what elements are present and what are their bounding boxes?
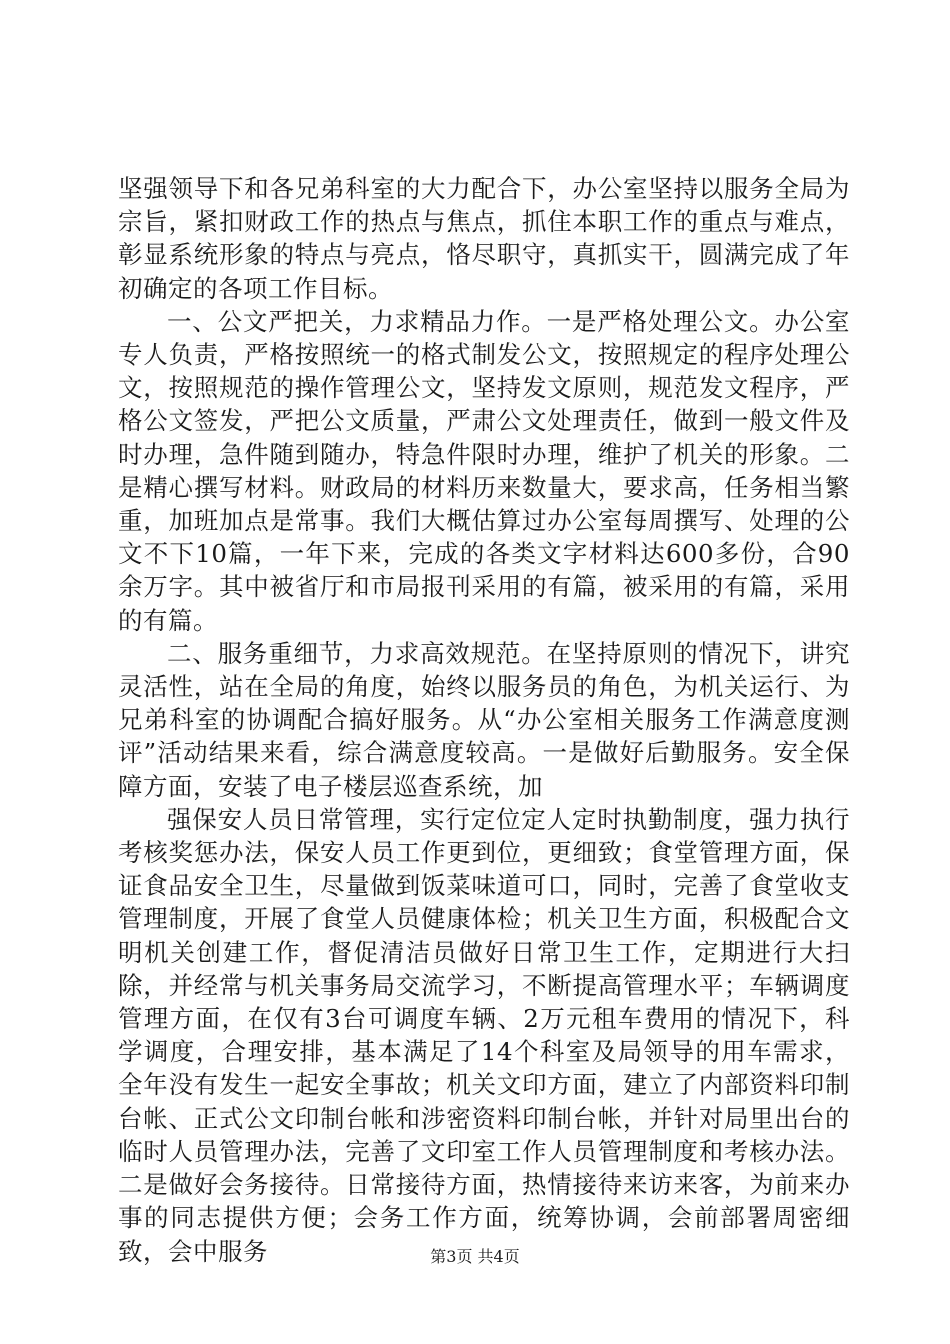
page-footer (0, 1247, 950, 1267)
document-body (118, 172, 850, 1268)
page-number: 第3页 共4页 (430, 1247, 520, 1266)
paragraph-4: 强保安人员日常管理，实行定位定人定时执勤制度，强力执行考核奖惩办法，保安人员工作更到位，更细致；食堂管理方面，保证食品安全卫生，尽量做到饭菜味道可口，同时，完善了食堂收支管理制度，开展了食堂人员健康体检；机关卫生方面，积极配合文明机关创建工作，督促清洁员做好日常卫生工作，定期进行大扫除，并经常与机关事务局交流学习，不断提高管理水平；车辆调度管理方面，在仅有3台可调度车辆、2万元租车费用的情况下，科学调度，合理安排，基本满足了14个科室及局领导的用车需求，全年没有发生一起安全事故；机关文印方面，建立了内部资料印制台帐、正式公文印制台帐和涉密资料印制台帐，并针对局里出台的临时人员管理办法，完善了文印室工作人员管理制度和考核办法。二是做好会务接待。日常接待方面，热情接待来访来客，为前来办事的同志提供方便；会务工作方面，统筹协调，会前部署周密细致，会中服务 (118, 804, 850, 1266)
paragraph-2: 一、公文严把关，力求精品力作。一是严格处理公文。办公室专人负责，严格按照统一的格式制发公文，按照规定的程序处理公文，按照规范的操作管理公文，坚持发文原则，规范发文程序，严格公文签发，严把公文质量，严肃公文处理责任，做到一般文件及时办理，急件随到随办，特急件限时办理，维护了机关的形象。二是精心撰写材料。财政局的材料历来数量大，要求高，任务相当繁重，加班加点是常事。我们大概估算过办公室每周撰写、处理的公文不下10篇，一年下来，完成的各类文字材料达600多份，合90余万字。其中被省厅和市局报刊采用的有篇，被采用的有篇，采用的有篇。 (118, 306, 850, 635)
paragraph-1: 坚强领导下和各兄弟科室的大力配合下，办公室坚持以服务全局为宗旨，紧扣财政工作的热点与焦点，抓住本职工作的重点与难点，彰显系统形象的特点与亮点，恪尽职守，真抓实干，圆满完成了年初确定的各项工作目标。 (118, 174, 850, 303)
paragraph-3: 二、服务重细节，力求高效规范。在坚持原则的情况下，讲究灵活性，站在全局的角度，始终以服务员的角色，为机关运行、为兄弟科室的协调配合搞好服务。从“办公室相关服务工作满意度测评”活动结果来看，综合满意度较高。一是做好后勤服务。安全保障方面，安装了电子楼层巡查系统，加 (118, 638, 850, 801)
